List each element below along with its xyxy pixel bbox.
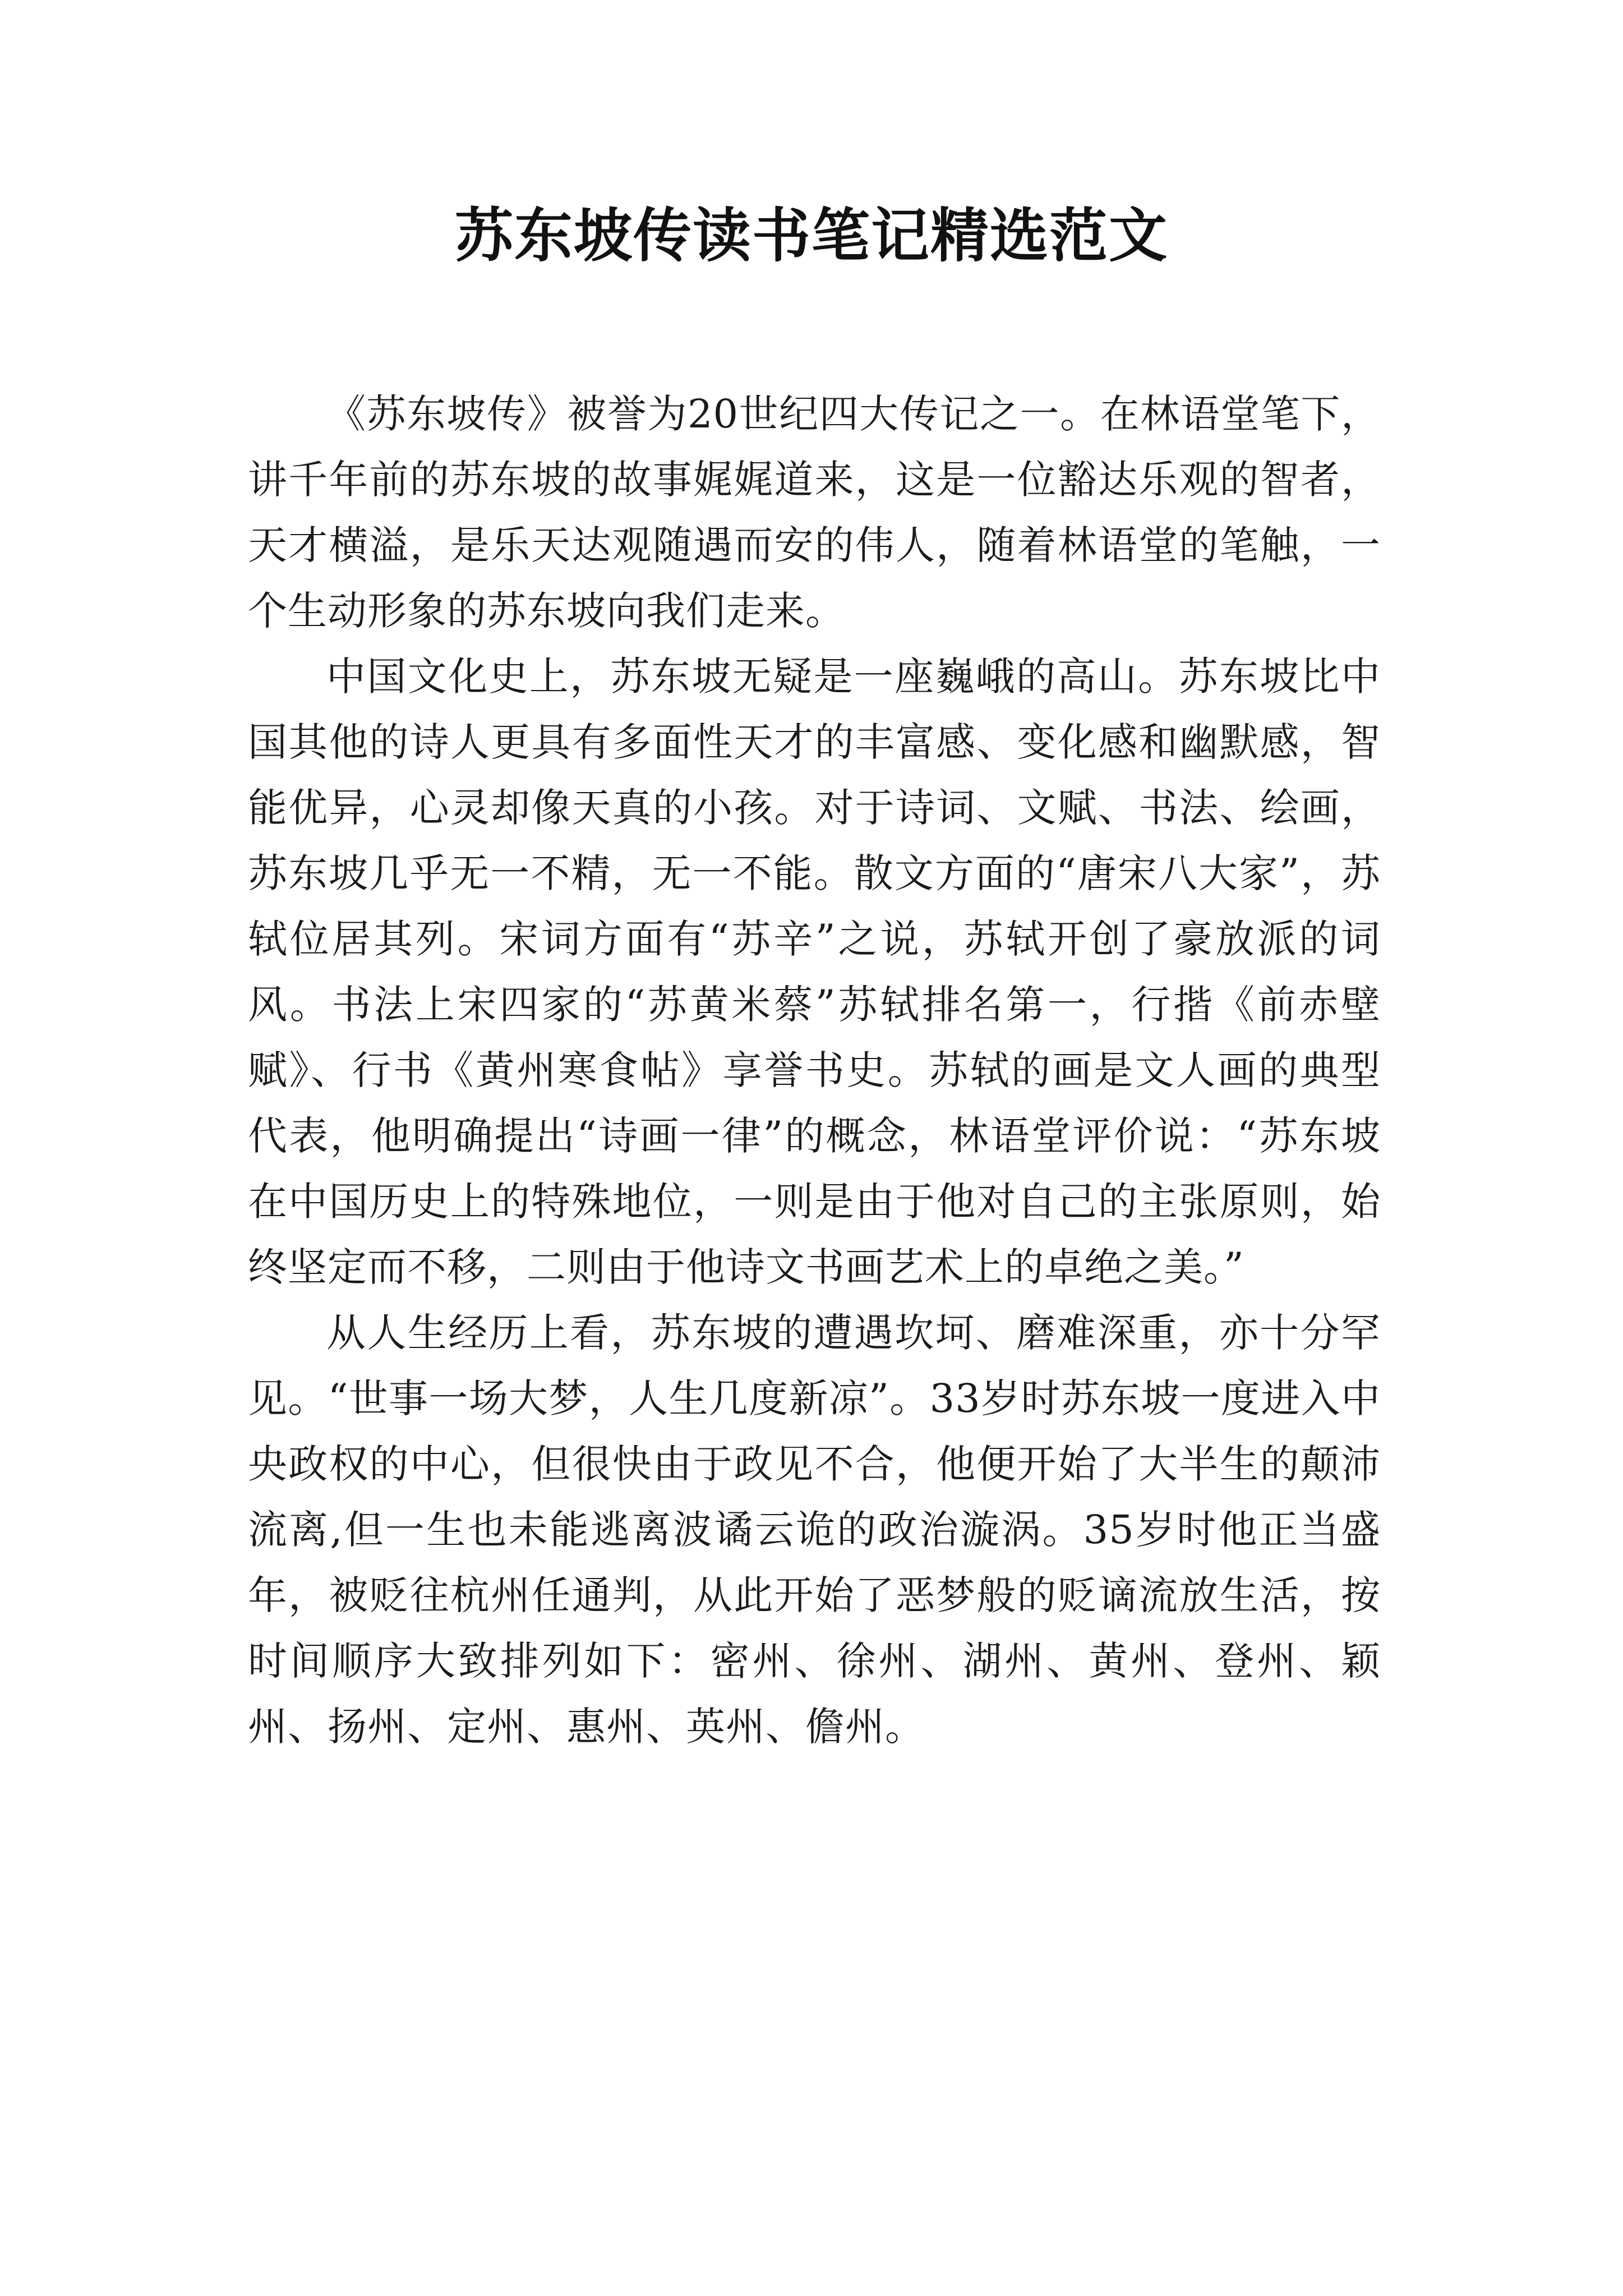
document-title: 苏东坡传读书笔记精选范文 bbox=[454, 201, 1168, 270]
paragraph-3: 从人生经历上看，苏东坡的遭遇坎坷、磨难深重，亦十分罕见。“世事一场大梦，人生几度新凉”。33岁时苏东坡一度进入中央政权的中心，但很快由于政见不合，他便开始了大半生的颠沛流离,但一生也未能逃离波谲云诡的政治漩涡。35岁时他正当盛年，被贬往杭州任通判，从此开始了恶梦般的贬谪流放生活，按时间顺序大致排列如下：密州、徐州、湖州、黄州、登州、颖州、扬州、定州、惠州、英州、儋州。 bbox=[248, 1310, 1381, 1750]
document-body bbox=[248, 381, 1381, 1760]
paragraph-1: 《苏东坡传》被誉为20世纪四大传记之一。在林语堂笔下，讲千年前的苏东坡的故事娓娓道来，这是一位豁达乐观的智者，天才横溢，是乐天达观随遇而安的伟人，随着林语堂的笔触，一个生动形象的苏东坡向我们走来。 bbox=[248, 391, 1381, 634]
paragraph-2: 中国文化史上，苏东坡无疑是一座巍峨的高山。苏东坡比中国其他的诗人更具有多面性天才的丰富感、变化感和幽默感，智能优异，心灵却像天真的小孩。对于诗词、文赋、书法、绘画，苏东坡几乎无一不精，无一不能。散文方面的“唐宋八大家”，苏轼位居其列。宋词方面有“苏辛”之说，苏轼开创了豪放派的词风。书法上宋四家的“苏黄米蔡”苏轼排名第一，行揩《前赤壁赋》、行书《黄州寒食帖》享誉书史。苏轼的画是文人画的典型代表，他明确提出“诗画一律”的概念，林语堂评价说：“苏东坡在中国历史上的特殊地位，一则是由于他对自己的主张原则，始终坚定而不移，二则由于他诗文书画艺术上的卓绝之美。” bbox=[248, 654, 1381, 1290]
